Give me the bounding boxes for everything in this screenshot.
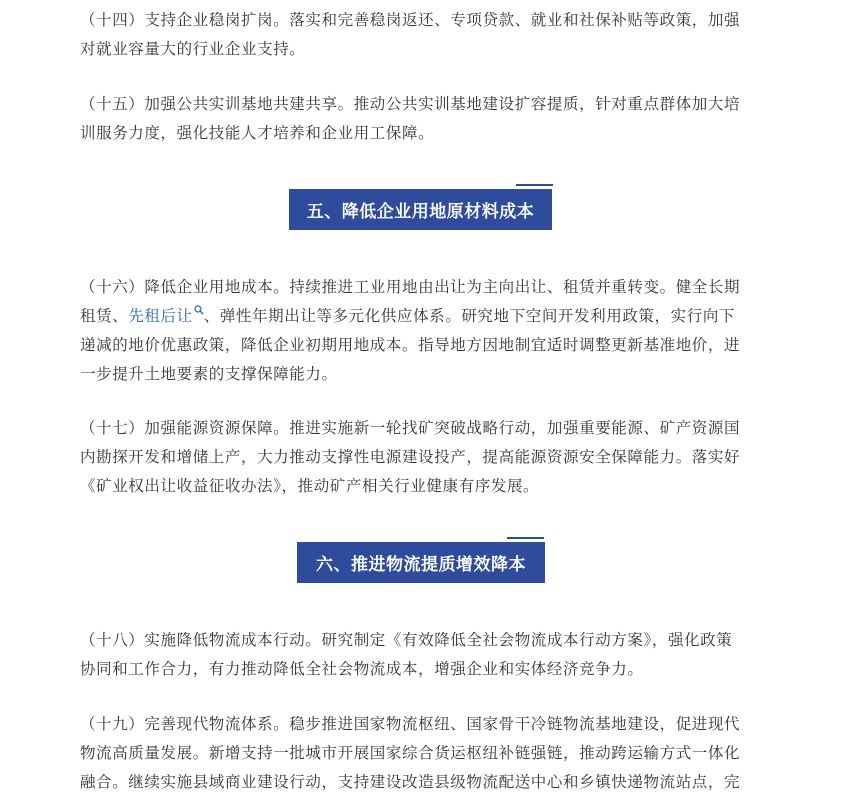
paragraph-16 bbox=[80, 273, 770, 389]
paragraph-line: （十九）完善现代物流体系。稳步推进国家物流枢纽、国家骨干冷链物流基地建设，促进现代 bbox=[80, 715, 741, 733]
paragraph-18 bbox=[80, 626, 770, 684]
section-heading-6 bbox=[297, 542, 545, 583]
paragraph-line: 协同和工作合力，有力推动降低全社会物流成本，增强企业和实体经济竞争力。 bbox=[80, 660, 644, 678]
paragraph-line: 递减的地价优惠政策，降低企业初期用地成本。指导地方因地制宜适时调整更新基准地价，进 bbox=[80, 336, 741, 354]
paragraph-line: 融合。继续实施县域商业建设行动，支持建设改造县级物流配送中心和乡镇快递物流站点，完 bbox=[80, 773, 741, 791]
paragraph-line: 物流高质量发展。新增支持一批城市开展国家综合货运枢纽补链强链，推动跨运输方式一体化 bbox=[80, 744, 741, 762]
paragraph-line-with-link bbox=[80, 302, 770, 331]
heading-accent-line bbox=[516, 184, 553, 186]
paragraph-15 bbox=[80, 90, 770, 148]
paragraph-line: 《矿业权出让收益征收办法》，推动矿产相关行业健康有序发展。 bbox=[80, 477, 540, 495]
paragraph-line: 对就业容量大的行业企业支持。 bbox=[80, 40, 306, 58]
paragraph-line: （十八）实施降低物流成本行动。研究制定《有效降低全社会物流成本行动方案》，强化政策 bbox=[80, 631, 733, 649]
paragraph-line: 一步提升土地要素的支撑保障能力。 bbox=[80, 365, 338, 383]
paragraph-line: 训服务力度，强化技能人才培养和企业用工保障。 bbox=[80, 124, 435, 142]
section-heading-5 bbox=[289, 189, 552, 230]
text-segment: 、弹性年期出让等多元化供应体系。研究地下空间开发利用政策，实行向下 bbox=[203, 307, 736, 325]
paragraph-17 bbox=[80, 414, 770, 501]
paragraph-line: 内勘探开发和增储上产，大力推动支撑性电源建设投产，提高能源资源安全保障能力。落实好 bbox=[80, 448, 741, 466]
paragraph-line: （十七）加强能源资源保障。推进实施新一轮找矿突破战略行动，加强重要能源、矿产资源国 bbox=[80, 419, 741, 437]
paragraph-line: （十四）支持企业稳岗扩岗。落实和完善稳岗返还、专项贷款、就业和社保补贴等政策，加强 bbox=[80, 11, 741, 29]
search-icon[interactable] bbox=[194, 305, 204, 315]
section-heading-title: 六、推进物流提质增效降本 bbox=[316, 555, 526, 575]
paragraph-line: （十五）加强公共实训基地共建共享。推动公共实训基地建设扩容提质，针对重点群体加大培 bbox=[80, 95, 741, 113]
term-link[interactable]: 先租后让 bbox=[128, 307, 193, 325]
section-heading-title: 五、降低企业用地原材料成本 bbox=[306, 202, 535, 222]
heading-accent-line bbox=[507, 537, 544, 539]
paragraph-14 bbox=[80, 6, 770, 64]
paragraph-line: （十六）降低企业用地成本。持续推进工业用地由出让为主向出让、租赁并重转变。健全长期 bbox=[80, 278, 741, 296]
paragraph-19 bbox=[80, 710, 770, 797]
text-segment: 租赁、 bbox=[80, 307, 129, 325]
